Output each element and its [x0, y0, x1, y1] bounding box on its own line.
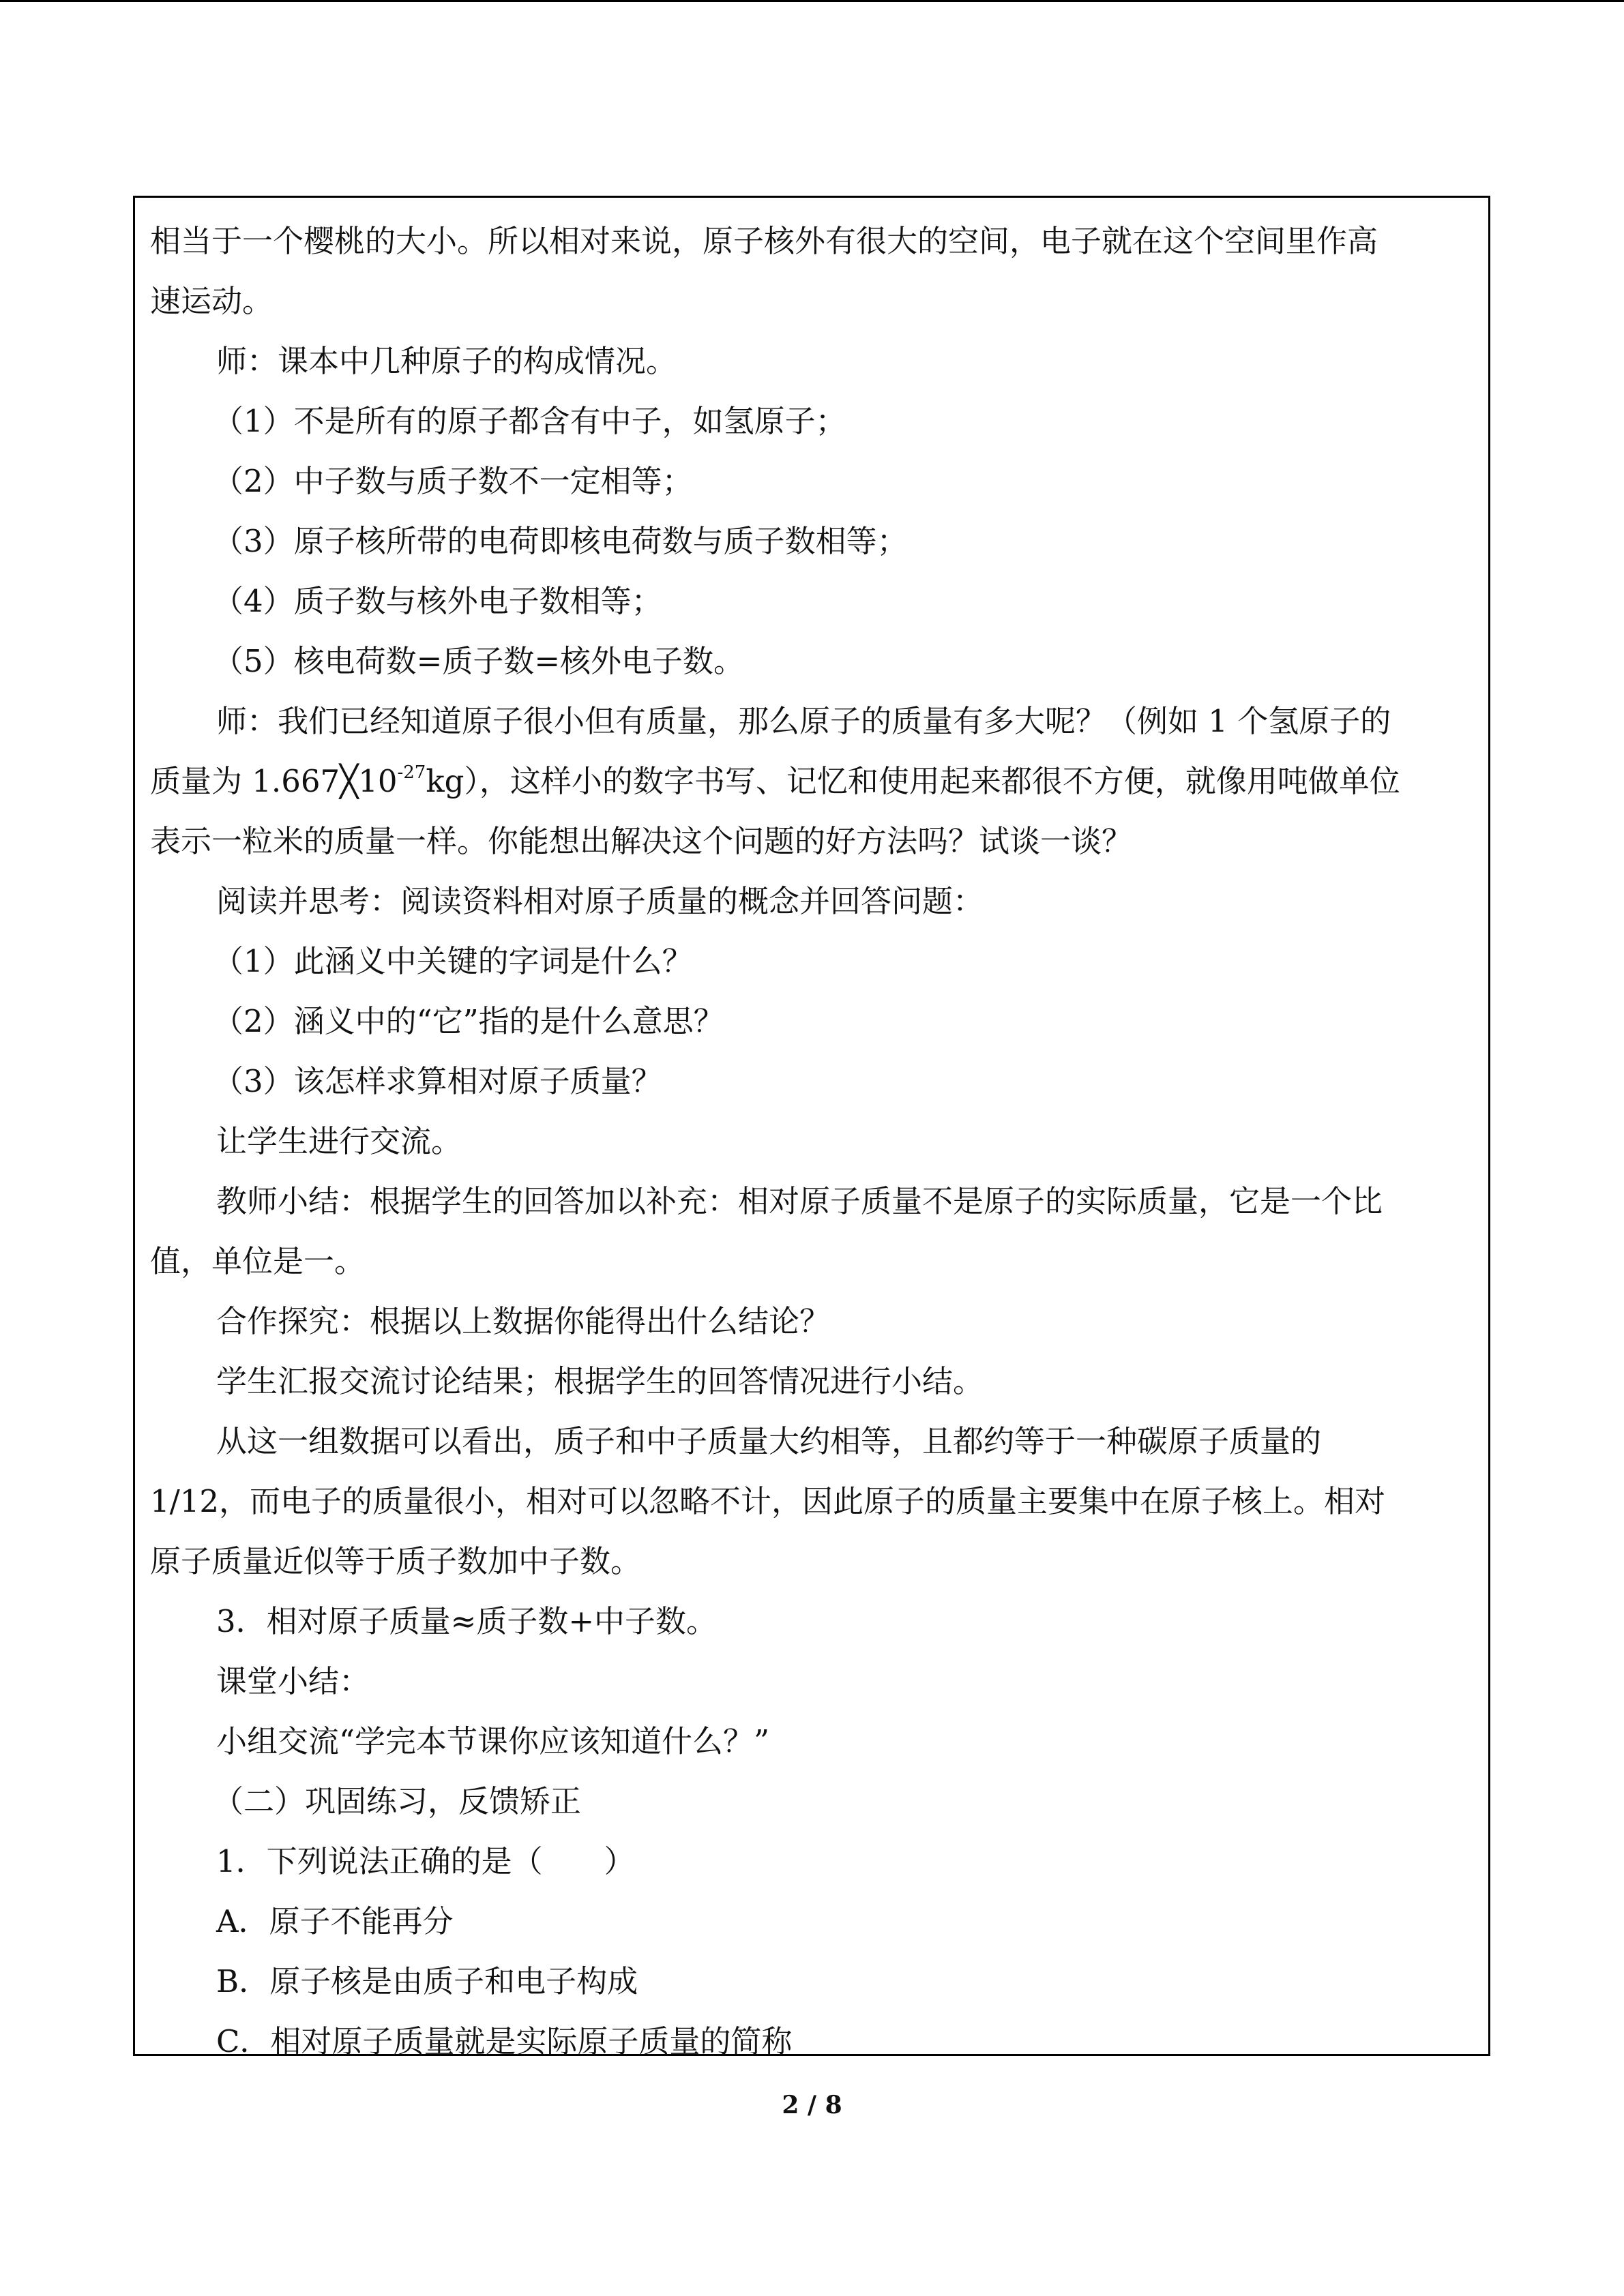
- answer-option-a: A．原子不能再分: [216, 1903, 454, 1939]
- text-line: 合作探究：根据以上数据你能得出什么结论？: [216, 1303, 831, 1339]
- answer-option-c: C．相对原子质量就是实际原子质量的简称: [216, 2023, 793, 2059]
- text-line: （1）此涵义中关键的字词是什么？: [213, 943, 693, 979]
- lesson-content-box: [133, 196, 1490, 2059]
- text-line: （4）质子数与核外电子数相等；: [213, 583, 662, 619]
- text-line: 学生汇报交流讨论结果；根据学生的回答情况进行小结。: [216, 1363, 984, 1399]
- text-line: （2）中子数与质子数不一定相等；: [213, 463, 693, 499]
- question-stem: 1．下列说法正确的是（ ）: [216, 1843, 635, 1879]
- text-line: 3．相对原子质量≈质子数+中子数。: [216, 1603, 718, 1639]
- text-line: （3）该怎样求算相对原子质量？: [213, 1063, 662, 1099]
- text-line: 阅读并思考：阅读资料相对原子质量的概念并回答问题：: [216, 883, 984, 919]
- page-number: 2 / 8: [782, 2091, 842, 2119]
- text-line: 相当于一个樱桃的大小。所以相对来说，原子核外有很大的空间，电子就在这个空间里作高: [150, 223, 1378, 259]
- text-line: 原子质量近似等于质子数加中子数。: [150, 1543, 642, 1579]
- text-line: （3）原子核所带的电荷即核电荷数与质子数相等；: [213, 523, 908, 559]
- section-heading: （二）巩固练习，反馈矫正: [213, 1783, 582, 1819]
- text-line: [150, 751, 1400, 811]
- text-line: 速运动。: [150, 283, 274, 319]
- text-line: 让学生进行交流。: [216, 1123, 462, 1159]
- text-line: 师：我们已经知道原子很小但有质量，那么原子的质量有多大呢？（例如 1 个氢原子的: [216, 703, 1391, 739]
- text-line: 课堂小结：: [216, 1663, 370, 1699]
- text-line: 1/12，而电子的质量很小，相对可以忽略不计，因此原子的质量主要集中在原子核上。相对: [150, 1483, 1386, 1519]
- page-top-border: [0, 0, 1624, 2]
- exponent: -27: [397, 762, 426, 783]
- text-line: 师：课本中几种原子的构成情况。: [216, 343, 677, 379]
- text-fragment: 质量为 1.667╳10: [150, 763, 398, 799]
- text-fragment: kg），这样小的数字书写、记忆和使用起来都很不方便，就像用吨做单位: [426, 763, 1400, 799]
- answer-option-b: B．原子核是由质子和电子构成: [216, 1963, 638, 1999]
- text-line: （2）涵义中的“它”指的是什么意思？: [213, 1003, 724, 1039]
- text-line: 表示一粒米的质量一样。你能想出解决这个问题的好方法吗？试谈一谈？: [150, 823, 1133, 859]
- text-line: 值，单位是一。: [150, 1243, 366, 1279]
- text-line: 从这一组数据可以看出，质子和中子质量大约相等，且都约等于一种碳原子质量的: [216, 1423, 1322, 1459]
- text-line: （1）不是所有的原子都含有中子，如氢原子；: [213, 403, 846, 439]
- text-line: 小组交流“学完本节课你应该知道什么？”: [216, 1723, 770, 1759]
- text-line: 教师小结：根据学生的回答加以补充：相对原子质量不是原子的实际质量，它是一个比: [216, 1183, 1383, 1219]
- text-line: （5）核电荷数=质子数=核外电子数。: [213, 643, 745, 679]
